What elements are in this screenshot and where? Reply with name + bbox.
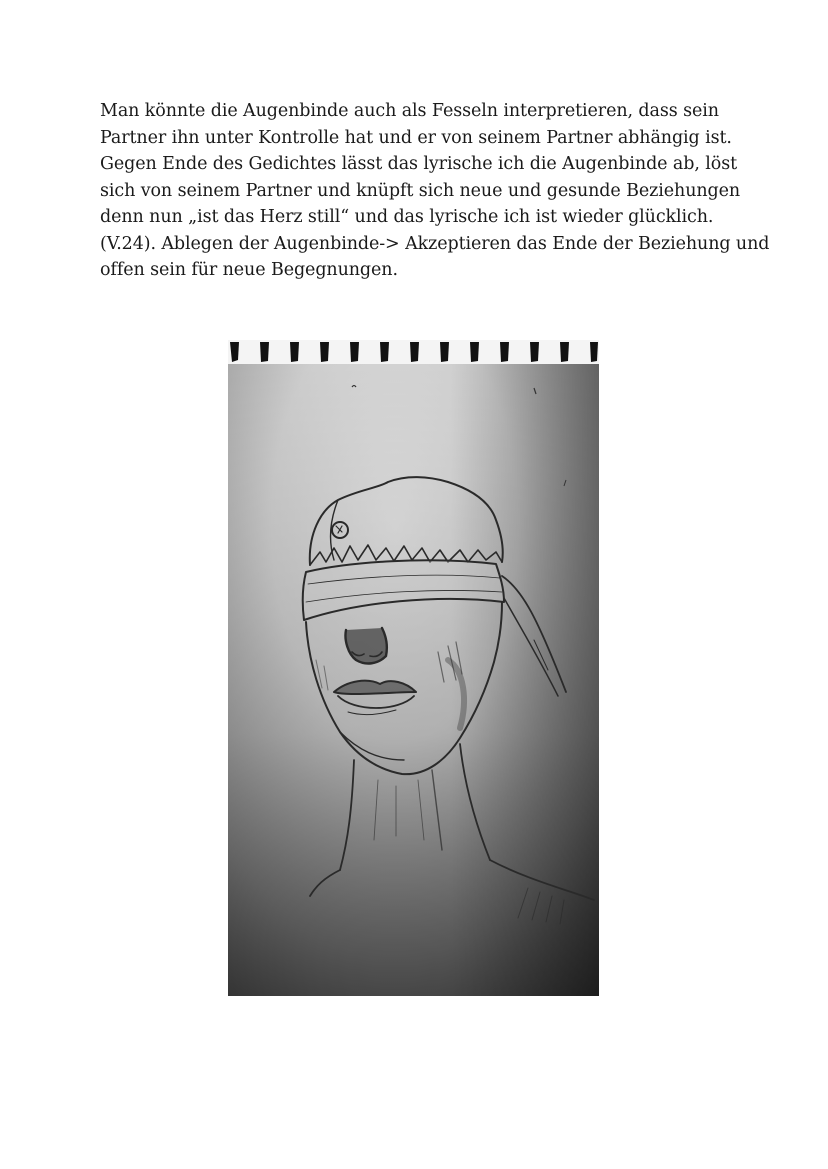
paragraph-line: offen sein für neue Begegnungen.	[100, 260, 398, 280]
paragraph-line: sich von seinem Partner und knüpft sich neue und gesunde Beziehungen	[100, 180, 741, 201]
paragraph-line: denn nun „ist das Herz still“ und das lyrische ich ist wieder glücklich.	[100, 207, 714, 227]
paragraph-line: Man könnte die Augenbinde auch als Fesseln interpretieren, dass sein	[100, 101, 719, 121]
paragraph-line: Partner ihn unter Kontrolle hat und er von seinem Partner abhängig ist.	[100, 127, 732, 148]
paragraph-line: (V.24). Ablegen der Augenbinde-> Akzeptieren das Ende der Beziehung und	[100, 233, 770, 254]
paragraph-line: Gegen Ende des Gedichtes lässt das lyrische ich die Augenbinde ab, löst	[100, 154, 738, 174]
sketch-image	[228, 340, 599, 996]
pencil-sketch-blindfolded-face-icon	[228, 340, 599, 996]
body-paragraph	[100, 98, 770, 284]
